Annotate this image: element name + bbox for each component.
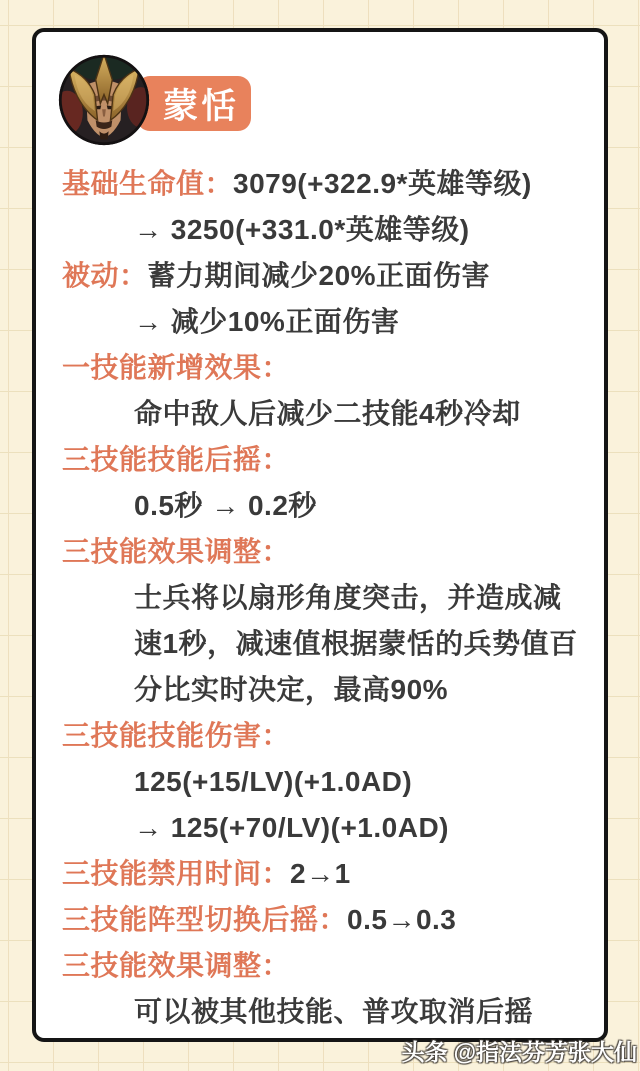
change-line bbox=[62, 483, 580, 529]
hero-name-badge bbox=[137, 76, 251, 131]
hero-header bbox=[62, 54, 580, 146]
change-text: 125(+15/LV)(+1.0AD) bbox=[134, 766, 413, 797]
change-line bbox=[62, 529, 580, 575]
change-label: 基础生命值： bbox=[62, 168, 234, 199]
change-text: 蓄力期间减少20%正面伤害 bbox=[147, 260, 491, 291]
hero-name: 蒙恬 bbox=[162, 86, 239, 126]
change-label: 三技能效果调整： bbox=[62, 536, 291, 567]
change-text: 命中敌人后减少二技能4秒冷却 bbox=[134, 398, 521, 429]
change-line bbox=[62, 713, 580, 759]
change-text: 3079(+322.9*英雄等级) bbox=[233, 168, 532, 199]
change-line bbox=[62, 575, 580, 713]
change-text: → 125(+70/LV)(+1.0AD) bbox=[134, 812, 449, 843]
patch-note-card bbox=[32, 28, 608, 1042]
change-line bbox=[62, 897, 580, 943]
change-label: 一技能新增效果： bbox=[62, 352, 291, 383]
change-line bbox=[62, 759, 580, 805]
change-line bbox=[62, 299, 580, 345]
change-text: 士兵将以扇形角度突击，并造成减速1秒，减速值根据蒙恬的兵势值百分比实时决定，最高90% bbox=[134, 582, 578, 705]
change-line bbox=[62, 345, 580, 391]
change-text: → 3250(+331.0*英雄等级) bbox=[134, 214, 470, 245]
change-label: 三技能技能后摇： bbox=[62, 444, 291, 475]
change-text: 0.5秒 → 0.2秒 bbox=[134, 490, 317, 521]
watermark-platform: 头条 bbox=[401, 1039, 448, 1065]
meng-tian-portrait-icon bbox=[58, 54, 150, 146]
change-line bbox=[62, 253, 580, 299]
change-label: 三技能技能伤害： bbox=[62, 720, 291, 751]
change-line bbox=[62, 391, 580, 437]
change-text: 2→1 bbox=[290, 858, 351, 889]
change-text: 可以被其他技能、普攻取消后摇 bbox=[134, 996, 534, 1027]
change-line bbox=[62, 851, 580, 897]
watermark bbox=[402, 1034, 637, 1067]
change-text: 0.5→0.3 bbox=[347, 904, 457, 935]
change-label: 被动： bbox=[62, 260, 148, 291]
change-label: 三技能效果调整： bbox=[62, 950, 291, 981]
change-list bbox=[62, 161, 580, 1035]
hero-avatar bbox=[58, 54, 150, 146]
change-line bbox=[62, 437, 580, 483]
change-line bbox=[62, 161, 580, 207]
change-label: 三技能阵型切换后摇： bbox=[62, 904, 348, 935]
change-line bbox=[62, 805, 580, 851]
change-line bbox=[62, 943, 580, 989]
change-line bbox=[62, 207, 580, 253]
change-line bbox=[62, 989, 580, 1035]
change-label: 三技能禁用时间： bbox=[62, 858, 291, 889]
change-text: → 减少10%正面伤害 bbox=[134, 306, 400, 337]
watermark-handle: @指法芬芳张大仙 bbox=[453, 1039, 637, 1065]
